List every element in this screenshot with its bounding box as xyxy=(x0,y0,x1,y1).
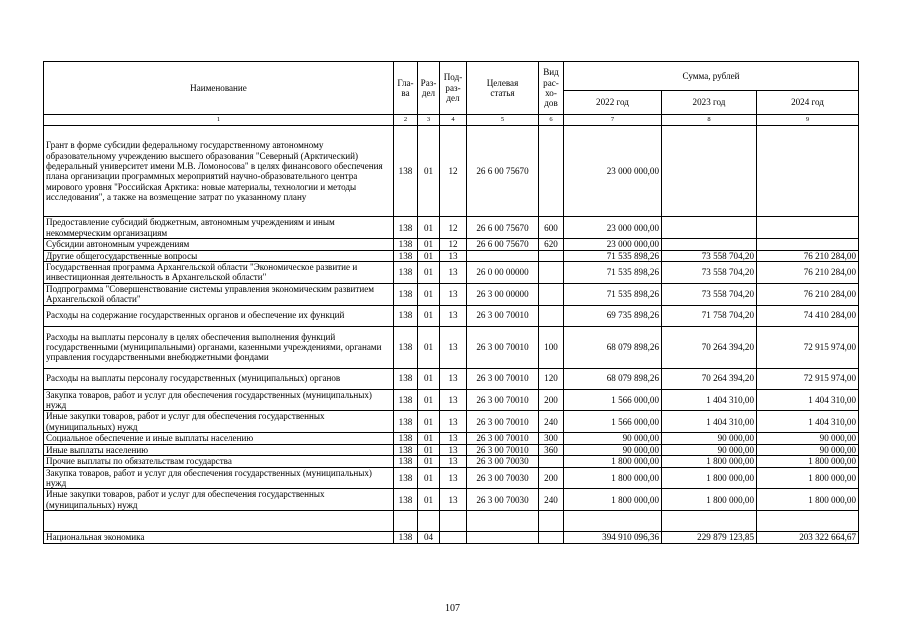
cell-sum-2023: 1 800 000,00 xyxy=(662,489,757,511)
cell-celevaya-statya: 26 6 00 75670 xyxy=(467,126,539,217)
cell-glava: 138 xyxy=(394,389,418,411)
cell-vid-rashodov xyxy=(539,283,564,305)
cell-sum-2024: 1 404 310,00 xyxy=(757,411,859,433)
cell-sum-2022 xyxy=(564,511,662,532)
table-row xyxy=(44,467,859,489)
cell-glava: 138 xyxy=(394,126,418,217)
cell-podrazdel: 13 xyxy=(440,326,467,368)
cell-celevaya-statya xyxy=(467,511,539,532)
cell-name: Расходы на содержание государственных органов и обеспечение их функций xyxy=(44,305,394,326)
cell-sum-2024 xyxy=(757,217,859,239)
cell-podrazdel xyxy=(440,511,467,532)
cell-name xyxy=(44,511,394,532)
table-row xyxy=(44,489,859,511)
header-summa: Сумма, рублей xyxy=(564,62,859,91)
cell-name: Закупка товаров, работ и услуг для обеспечения государственных (муниципальных) нужд xyxy=(44,389,394,411)
cell-glava: 138 xyxy=(394,532,418,543)
cell-sum-2023: 1 800 000,00 xyxy=(662,467,757,489)
cell-glava: 138 xyxy=(394,239,418,250)
cell-celevaya-statya: 26 3 00 70030 xyxy=(467,489,539,511)
cell-vid-rashodov: 300 xyxy=(539,433,564,444)
cell-sum-2022: 23 000 000,00 xyxy=(564,239,662,250)
cell-celevaya-statya: 26 3 00 70010 xyxy=(467,368,539,389)
cell-sum-2022: 1 566 000,00 xyxy=(564,411,662,433)
cell-celevaya-statya: 26 3 00 70010 xyxy=(467,326,539,368)
cell-sum-2022: 90 000,00 xyxy=(564,444,662,455)
header-celevaya-statya: Целевая статья xyxy=(467,62,539,115)
cell-sum-2022: 1 800 000,00 xyxy=(564,489,662,511)
column-number: 4 xyxy=(440,115,467,126)
cell-sum-2023: 90 000,00 xyxy=(662,444,757,455)
header-vid-rashodov: Вид рас- хо- дов xyxy=(539,62,564,115)
table-row xyxy=(44,262,859,284)
cell-razdel: 01 xyxy=(418,239,440,250)
cell-sum-2023: 1 404 310,00 xyxy=(662,411,757,433)
cell-glava: 138 xyxy=(394,411,418,433)
cell-podrazdel: 13 xyxy=(440,368,467,389)
table-row xyxy=(44,368,859,389)
column-number: 6 xyxy=(539,115,564,126)
cell-razdel: 01 xyxy=(418,411,440,433)
cell-vid-rashodov: 600 xyxy=(539,217,564,239)
cell-sum-2022: 394 910 096,36 xyxy=(564,532,662,543)
header-year-2023: 2023 год xyxy=(662,91,757,115)
cell-sum-2024: 1 800 000,00 xyxy=(757,489,859,511)
cell-glava: 138 xyxy=(394,368,418,389)
cell-celevaya-statya: 26 3 00 70010 xyxy=(467,444,539,455)
cell-sum-2024: 74 410 284,00 xyxy=(757,305,859,326)
cell-name: Иные закупки товаров, работ и услуг для обеспечения государственных (муниципальных) нужд xyxy=(44,411,394,433)
table-row xyxy=(44,532,859,543)
cell-razdel: 01 xyxy=(418,283,440,305)
cell-glava: 138 xyxy=(394,467,418,489)
cell-podrazdel: 13 xyxy=(440,250,467,261)
cell-name: Грант в форме субсидии федеральному государственному автономному образовательному учреждению высшего образования "Северный (Арктический) федеральный университет имени М.В. Ломоносова" в целях финансового обеспечения плана организации программных мероприятий научно-образовательного центра мирового уровня "Российская Арктика: новые материалы, технологии и методы исследования", а также на возмещение затрат по указанному плану xyxy=(44,126,394,217)
table-row xyxy=(44,126,859,217)
table-row xyxy=(44,239,859,250)
cell-vid-rashodov xyxy=(539,532,564,543)
column-number: 7 xyxy=(564,115,662,126)
cell-sum-2024: 1 800 000,00 xyxy=(757,456,859,467)
table-row xyxy=(44,444,859,455)
cell-glava: 138 xyxy=(394,305,418,326)
cell-sum-2023 xyxy=(662,126,757,217)
cell-sum-2022: 71 535 898,26 xyxy=(564,283,662,305)
cell-vid-rashodov: 240 xyxy=(539,411,564,433)
cell-podrazdel: 13 xyxy=(440,489,467,511)
cell-podrazdel: 13 xyxy=(440,411,467,433)
cell-razdel: 01 xyxy=(418,262,440,284)
cell-name: Национальная экономика xyxy=(44,532,394,543)
cell-vid-rashodov xyxy=(539,250,564,261)
cell-razdel: 01 xyxy=(418,444,440,455)
cell-podrazdel: 13 xyxy=(440,467,467,489)
header-glava: Гла- ва xyxy=(394,62,418,115)
table-row xyxy=(44,305,859,326)
cell-name: Иные выплаты населению xyxy=(44,444,394,455)
column-number: 2 xyxy=(394,115,418,126)
table-row xyxy=(44,456,859,467)
cell-sum-2022: 1 800 000,00 xyxy=(564,456,662,467)
cell-celevaya-statya: 26 0 00 00000 xyxy=(467,262,539,284)
cell-vid-rashodov xyxy=(539,305,564,326)
table-row xyxy=(44,511,859,532)
cell-razdel: 04 xyxy=(418,532,440,543)
table-row xyxy=(44,411,859,433)
cell-sum-2023: 90 000,00 xyxy=(662,433,757,444)
cell-sum-2024: 90 000,00 xyxy=(757,433,859,444)
cell-sum-2022: 23 000 000,00 xyxy=(564,126,662,217)
cell-sum-2023: 73 558 704,20 xyxy=(662,250,757,261)
cell-vid-rashodov xyxy=(539,126,564,217)
cell-podrazdel: 12 xyxy=(440,239,467,250)
cell-celevaya-statya: 26 3 00 00000 xyxy=(467,283,539,305)
cell-razdel xyxy=(418,511,440,532)
cell-name: Расходы на выплаты персоналу в целях обеспечения выполнения функций государственными (муниципальными) органами, казенными учреждениями, органами управления государственными внебюджетными фондами xyxy=(44,326,394,368)
cell-razdel: 01 xyxy=(418,368,440,389)
budget-table xyxy=(43,61,859,544)
cell-sum-2022: 71 535 898,26 xyxy=(564,262,662,284)
cell-glava: 138 xyxy=(394,489,418,511)
column-number: 5 xyxy=(467,115,539,126)
cell-podrazdel: 13 xyxy=(440,456,467,467)
cell-sum-2022: 1 566 000,00 xyxy=(564,389,662,411)
cell-podrazdel: 13 xyxy=(440,433,467,444)
cell-vid-rashodov: 120 xyxy=(539,368,564,389)
cell-sum-2023 xyxy=(662,511,757,532)
header-year-2024: 2024 год xyxy=(757,91,859,115)
cell-sum-2022: 23 000 000,00 xyxy=(564,217,662,239)
table-row xyxy=(44,283,859,305)
cell-podrazdel: 13 xyxy=(440,444,467,455)
table-row xyxy=(44,389,859,411)
cell-sum-2022: 71 535 898,26 xyxy=(564,250,662,261)
cell-vid-rashodov: 360 xyxy=(539,444,564,455)
cell-sum-2024: 72 915 974,00 xyxy=(757,326,859,368)
cell-sum-2023: 1 800 000,00 xyxy=(662,456,757,467)
cell-sum-2023 xyxy=(662,217,757,239)
cell-podrazdel: 13 xyxy=(440,283,467,305)
cell-name: Прочие выплаты по обязательствам государства xyxy=(44,456,394,467)
cell-glava xyxy=(394,511,418,532)
cell-celevaya-statya: 26 3 00 70010 xyxy=(467,411,539,433)
table-row xyxy=(44,326,859,368)
page-number: 107 xyxy=(445,603,460,614)
cell-razdel: 01 xyxy=(418,217,440,239)
cell-sum-2024 xyxy=(757,511,859,532)
cell-vid-rashodov xyxy=(539,456,564,467)
cell-sum-2022: 69 735 898,26 xyxy=(564,305,662,326)
cell-sum-2024: 203 322 664,67 xyxy=(757,532,859,543)
cell-vid-rashodov: 200 xyxy=(539,389,564,411)
column-number: 8 xyxy=(662,115,757,126)
cell-podrazdel xyxy=(440,532,467,543)
cell-podrazdel: 12 xyxy=(440,126,467,217)
cell-sum-2023: 70 264 394,20 xyxy=(662,368,757,389)
cell-celevaya-statya xyxy=(467,532,539,543)
cell-sum-2024: 1 800 000,00 xyxy=(757,467,859,489)
cell-podrazdel: 12 xyxy=(440,217,467,239)
cell-glava: 138 xyxy=(394,262,418,284)
header-razdel: Раз- дел xyxy=(418,62,440,115)
column-number: 9 xyxy=(757,115,859,126)
cell-glava: 138 xyxy=(394,326,418,368)
cell-name: Социальное обеспечение и иные выплаты населению xyxy=(44,433,394,444)
cell-sum-2023: 71 758 704,20 xyxy=(662,305,757,326)
cell-razdel: 01 xyxy=(418,326,440,368)
cell-sum-2023: 73 558 704,20 xyxy=(662,283,757,305)
cell-vid-rashodov: 200 xyxy=(539,467,564,489)
cell-sum-2023: 70 264 394,20 xyxy=(662,326,757,368)
cell-sum-2024 xyxy=(757,126,859,217)
header-year-2022: 2022 год xyxy=(564,91,662,115)
cell-sum-2023: 229 879 123,85 xyxy=(662,532,757,543)
cell-celevaya-statya: 26 3 00 70030 xyxy=(467,456,539,467)
cell-razdel: 01 xyxy=(418,305,440,326)
table-row xyxy=(44,433,859,444)
cell-celevaya-statya: 26 3 00 70010 xyxy=(467,433,539,444)
cell-glava: 138 xyxy=(394,433,418,444)
table-row xyxy=(44,217,859,239)
cell-celevaya-statya: 26 3 00 70030 xyxy=(467,467,539,489)
column-number-row xyxy=(44,115,859,126)
cell-celevaya-statya: 26 6 00 75670 xyxy=(467,239,539,250)
cell-celevaya-statya: 26 3 00 70010 xyxy=(467,305,539,326)
cell-sum-2024: 72 915 974,00 xyxy=(757,368,859,389)
cell-name: Государственная программа Архангельской области "Экономическое развитие и инвестиционная деятельность в Архангельской области" xyxy=(44,262,394,284)
cell-razdel: 01 xyxy=(418,126,440,217)
cell-razdel: 01 xyxy=(418,456,440,467)
cell-name: Иные закупки товаров, работ и услуг для обеспечения государственных (муниципальных) нужд xyxy=(44,489,394,511)
cell-vid-rashodov: 240 xyxy=(539,489,564,511)
column-number: 3 xyxy=(418,115,440,126)
cell-sum-2024: 76 210 284,00 xyxy=(757,250,859,261)
cell-sum-2022: 1 800 000,00 xyxy=(564,467,662,489)
cell-glava: 138 xyxy=(394,456,418,467)
cell-name: Подпрограмма "Совершенствование системы управления экономическим развитием Архангельской области" xyxy=(44,283,394,305)
cell-sum-2022: 90 000,00 xyxy=(564,433,662,444)
cell-vid-rashodov xyxy=(539,511,564,532)
header-name: Наименование xyxy=(44,62,394,115)
cell-sum-2023: 73 558 704,20 xyxy=(662,262,757,284)
cell-celevaya-statya: 26 6 00 75670 xyxy=(467,217,539,239)
cell-razdel: 01 xyxy=(418,489,440,511)
cell-glava: 138 xyxy=(394,217,418,239)
cell-glava: 138 xyxy=(394,444,418,455)
cell-celevaya-statya xyxy=(467,250,539,261)
cell-name: Предоставление субсидий бюджетным, автономным учреждениям и иным некоммерческим организациям xyxy=(44,217,394,239)
cell-sum-2023 xyxy=(662,239,757,250)
cell-razdel: 01 xyxy=(418,433,440,444)
cell-name: Субсидии автономным учреждениям xyxy=(44,239,394,250)
cell-sum-2024: 76 210 284,00 xyxy=(757,283,859,305)
cell-sum-2022: 68 079 898,26 xyxy=(564,326,662,368)
cell-sum-2023: 1 404 310,00 xyxy=(662,389,757,411)
cell-vid-rashodov: 620 xyxy=(539,239,564,250)
cell-podrazdel: 13 xyxy=(440,389,467,411)
cell-razdel: 01 xyxy=(418,467,440,489)
cell-podrazdel: 13 xyxy=(440,262,467,284)
column-number: 1 xyxy=(44,115,394,126)
cell-celevaya-statya: 26 3 00 70010 xyxy=(467,389,539,411)
cell-sum-2022: 68 079 898,26 xyxy=(564,368,662,389)
cell-sum-2024: 90 000,00 xyxy=(757,444,859,455)
cell-razdel: 01 xyxy=(418,250,440,261)
cell-podrazdel: 13 xyxy=(440,305,467,326)
cell-vid-rashodov: 100 xyxy=(539,326,564,368)
cell-glava: 138 xyxy=(394,283,418,305)
cell-sum-2024: 76 210 284,00 xyxy=(757,262,859,284)
header-podrazdel: Под- раз- дел xyxy=(440,62,467,115)
cell-vid-rashodov xyxy=(539,262,564,284)
cell-sum-2024 xyxy=(757,239,859,250)
cell-razdel: 01 xyxy=(418,389,440,411)
cell-name: Другие общегосударственные вопросы xyxy=(44,250,394,261)
cell-sum-2024: 1 404 310,00 xyxy=(757,389,859,411)
table-row xyxy=(44,250,859,261)
cell-name: Расходы на выплаты персоналу государственных (муниципальных) органов xyxy=(44,368,394,389)
cell-name: Закупка товаров, работ и услуг для обеспечения государственных (муниципальных) нужд xyxy=(44,467,394,489)
cell-glava: 138 xyxy=(394,250,418,261)
